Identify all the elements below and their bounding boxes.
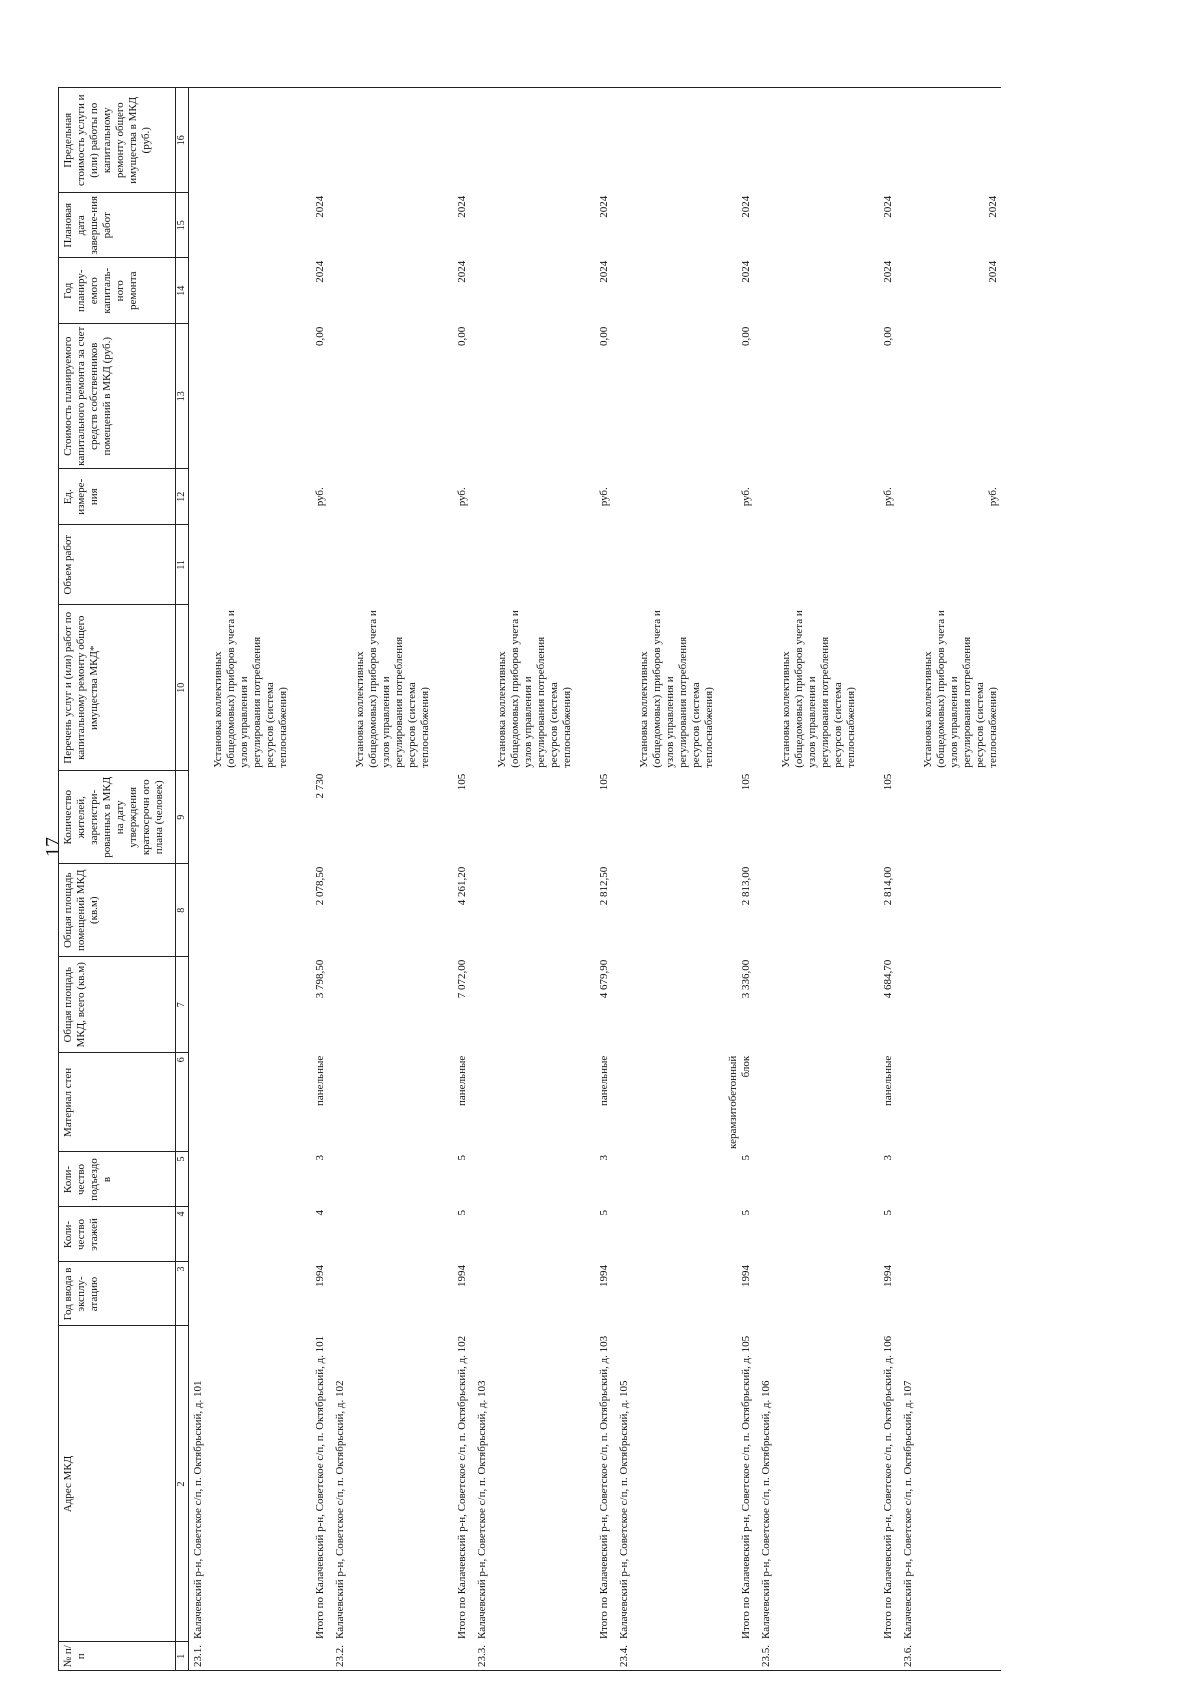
column-number-row	[176, 88, 189, 1671]
floors-cell: 5	[597, 1210, 610, 1216]
address-cell: Калачевский р-н, Советское с/п, п. Октябрьский, д. 103	[475, 1380, 488, 1639]
entrances-cell: 5	[739, 1155, 752, 1161]
total-area-cell: 4 679,90	[597, 959, 610, 999]
column-header: Год ввода в эксплу-атацию	[59, 1262, 176, 1326]
wall-material-cell: панельные	[455, 1055, 468, 1106]
row-number: 23.6.	[899, 1642, 1001, 1671]
end-year-cell: 2024	[597, 195, 610, 218]
entrances-cell: 3	[597, 1155, 610, 1161]
year-built-cell: 1994	[597, 1265, 610, 1287]
cost-cell: 0,00	[313, 326, 326, 346]
entrances-cell: 3	[881, 1155, 894, 1161]
residents-cell: 105	[597, 773, 610, 791]
work-description-cell: Установка коллективных (общедомовых) приборов учета и узлов управления и регулирования потребления ресурсов (система теплоснабжения)	[353, 610, 431, 768]
row-number: 23.1.	[189, 1642, 291, 1671]
plan-year-cell: 2024	[881, 260, 894, 283]
table-row	[473, 88, 575, 1671]
address-cell: Калачевский р-н, Советское с/п, п. Октябрьский, д. 105	[617, 1380, 630, 1639]
column-number: 4	[176, 1207, 189, 1262]
column-header: Количество жителей, зарегистри-рованных в МКД на дату утверждения краткосрочн ого плана (человек)	[59, 771, 176, 864]
column-number: 15	[176, 193, 189, 258]
work-description-cell: Установка коллективных (общедомовых) приборов учета и узлов управления и регулирования потребления ресурсов (система теплоснабжения)	[211, 610, 289, 768]
row-number: 23.3.	[473, 1642, 575, 1671]
cost-cell: 0,00	[881, 326, 894, 346]
residents-cell: 105	[455, 773, 468, 791]
residents-cell: 105	[739, 773, 752, 791]
table-row	[757, 88, 859, 1671]
unit-cell: руб.	[739, 487, 752, 507]
table-row	[899, 88, 1001, 1671]
row-number: 23.4.	[615, 1642, 717, 1671]
table-row	[575, 88, 615, 1671]
unit-cell: руб.	[986, 487, 999, 507]
unit-cell: руб.	[455, 487, 468, 507]
work-description-cell: Установка коллективных (общедомовых) приборов учета и узлов управления и регулирования потребления ресурсов (система теплоснабжения)	[495, 610, 573, 768]
floors-cell: 5	[455, 1210, 468, 1216]
unit-cell: руб.	[597, 487, 610, 507]
column-header: Адрес МКД	[59, 1326, 176, 1642]
year-built-cell: 1994	[455, 1265, 468, 1287]
table-row	[615, 88, 717, 1671]
column-header: № п/п	[59, 1642, 176, 1671]
column-header: Коли-чество подъездо в	[59, 1152, 176, 1207]
floors-cell: 5	[881, 1210, 894, 1216]
table-row	[189, 88, 291, 1671]
column-header: Общая площадь помещений МКД (кв.м)	[59, 864, 176, 957]
table-row	[433, 88, 473, 1671]
entrances-cell: 3	[313, 1155, 326, 1161]
plan-year-cell: 2024	[739, 260, 752, 283]
column-number: 10	[176, 605, 189, 771]
end-year-cell: 2024	[455, 195, 468, 218]
floors-cell: 4	[313, 1210, 326, 1216]
column-header: Объем работ	[59, 525, 176, 605]
plan-year-cell: 2024	[313, 260, 326, 283]
residents-cell: 105	[881, 773, 894, 791]
total-area-cell: 3 336,00	[739, 959, 752, 999]
column-header: Плановая дата заверше-ния работ	[59, 193, 176, 258]
table-body	[189, 88, 1001, 1671]
rooms-area-cell: 2 812,50	[597, 866, 610, 906]
column-number: 13	[176, 324, 189, 469]
total-label-cell: Итого по Калачевский р-н, Советское с/п, п. Октябрьский, д. 102	[455, 1335, 468, 1639]
rooms-area-cell: 2 814,00	[881, 866, 894, 906]
work-description-cell: Установка коллективных (общедомовых) приборов учета и узлов управления и регулирования потребления ресурсов (система теплоснабжения)	[637, 610, 715, 768]
column-header: Общая площадь МКД, всего (кв.м)	[59, 957, 176, 1053]
page-number: 17	[42, 837, 64, 857]
column-number: 16	[176, 88, 189, 193]
address-cell: Калачевский р-н, Советское с/п, п. Октябрьский, д. 107	[901, 1380, 914, 1639]
entrances-cell: 5	[455, 1155, 468, 1161]
column-header: Предельная стоимость услуги и (или) работы по капитальному ремонту общего имущества в МКД (руб.)	[59, 88, 176, 193]
plan-year-cell: 2024	[986, 260, 999, 283]
unit-cell: руб.	[313, 487, 326, 507]
column-header: Стоимость планируемого капитального ремонта за счет средств собственников помещений в МКД (руб.)	[59, 324, 176, 469]
rooms-area-cell: 2 813,00	[739, 866, 752, 906]
row-number: 23.5.	[757, 1642, 859, 1671]
floors-cell: 5	[739, 1210, 752, 1216]
column-number: 5	[176, 1152, 189, 1207]
wall-material-cell: панельные	[313, 1055, 326, 1106]
column-header: Ед. измере-ния	[59, 469, 176, 525]
table-row	[331, 88, 433, 1671]
end-year-cell: 2024	[881, 195, 894, 218]
work-description-cell: Установка коллективных (общедомовых) приборов учета и узлов управления и регулирования потребления ресурсов (система теплоснабжения)	[921, 610, 999, 768]
total-area-cell: 3 798,50	[313, 959, 326, 999]
table-row	[717, 88, 757, 1671]
plan-year-cell: 2024	[597, 260, 610, 283]
table-row	[859, 88, 899, 1671]
column-number: 14	[176, 258, 189, 324]
column-number: 6	[176, 1053, 189, 1152]
cost-cell: 0,00	[597, 326, 610, 346]
year-built-cell: 1994	[313, 1265, 326, 1287]
rooms-area-cell: 2 078,50	[313, 866, 326, 906]
column-number: 2	[176, 1326, 189, 1642]
column-header: Коли-чество этажей	[59, 1207, 176, 1262]
row-number: 23.2.	[331, 1642, 433, 1671]
cost-cell: 0,00	[455, 326, 468, 346]
address-cell: Калачевский р-н, Советское с/п, п. Октябрьский, д. 102	[333, 1380, 346, 1639]
capital-repair-table	[58, 87, 1001, 1671]
column-header: Перечень услуг и (или) работ по капитальному ремонту общего имущества МКД*	[59, 605, 176, 771]
table-header-row	[59, 88, 176, 1671]
total-area-cell: 4 684,70	[881, 959, 894, 999]
end-year-cell: 2024	[739, 195, 752, 218]
column-number: 12	[176, 469, 189, 525]
column-header: Год планиру-емого капиталь-ного ремонта	[59, 258, 176, 324]
plan-year-cell: 2024	[455, 260, 468, 283]
address-cell: Калачевский р-н, Советское с/п, п. Октябрьский, д. 106	[759, 1380, 772, 1639]
wall-material-cell: панельные	[597, 1055, 610, 1106]
column-number: 7	[176, 957, 189, 1053]
year-built-cell: 1994	[739, 1265, 752, 1287]
rooms-area-cell: 4 261,20	[455, 866, 468, 906]
column-number: 3	[176, 1262, 189, 1326]
total-label-cell: Итого по Калачевский р-н, Советское с/п, п. Октябрьский, д. 103	[597, 1335, 610, 1639]
unit-cell: руб.	[881, 487, 894, 507]
column-header: Материал стен	[59, 1053, 176, 1152]
column-number: 11	[176, 525, 189, 605]
cost-cell: 0,00	[739, 326, 752, 346]
column-number: 8	[176, 864, 189, 957]
total-label-cell: Итого по Калачевский р-н, Советское с/п, п. Октябрьский, д. 105	[739, 1335, 752, 1639]
end-year-cell: 2024	[313, 195, 326, 218]
residents-cell: 2 730	[313, 773, 326, 799]
address-cell: Калачевский р-н, Советское с/п, п. Октябрьский, д. 101	[192, 1380, 204, 1639]
wall-material-cell: керамзитобетонный блок	[726, 1055, 752, 1149]
column-number: 1	[176, 1642, 189, 1671]
total-area-cell: 7 072,00	[455, 959, 468, 999]
column-number: 9	[176, 771, 189, 864]
total-label-cell: Итого по Калачевский р-н, Советское с/п, п. Октябрьский, д. 101	[313, 1335, 326, 1639]
total-label-cell: Итого по Калачевский р-н, Советское с/п, п. Октябрьский, д. 106	[881, 1335, 894, 1639]
end-year-cell: 2024	[986, 195, 999, 218]
wall-material-cell: панельные	[881, 1055, 894, 1106]
year-built-cell: 1994	[881, 1265, 894, 1287]
work-description-cell: Установка коллективных (общедомовых) приборов учета и узлов управления и регулирования потребления ресурсов (система теплоснабжения)	[779, 610, 857, 768]
table-row	[291, 88, 331, 1671]
